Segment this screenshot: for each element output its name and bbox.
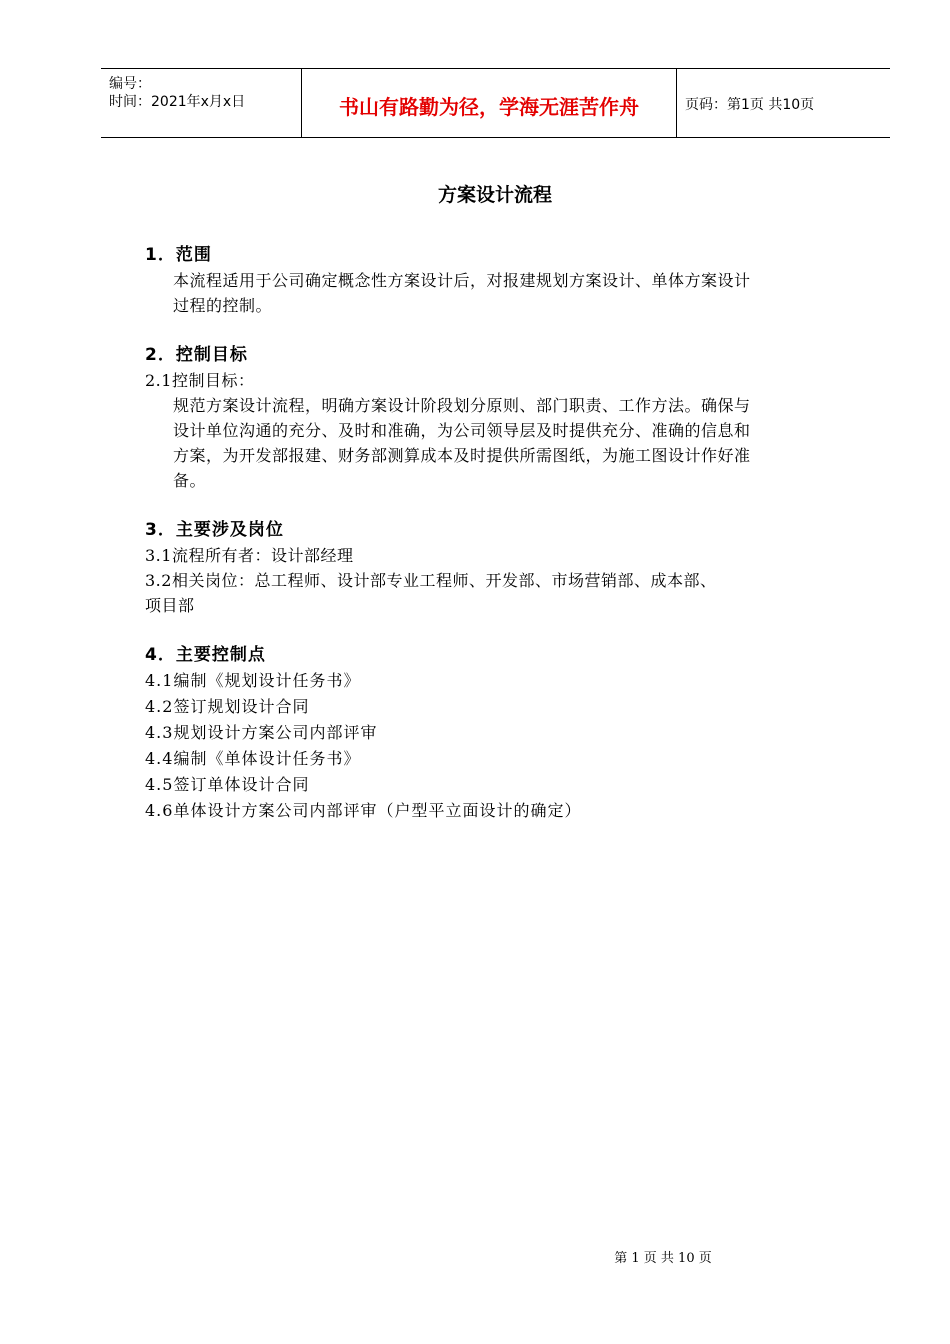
paragraph-line: 备。	[173, 471, 207, 490]
paragraph-line: 3.1流程所有者：设计部经理	[145, 546, 354, 565]
section-heading: 2．控制目标	[145, 345, 248, 365]
section-heading: 1．范围	[145, 245, 212, 265]
paragraph-line: 规范方案设计流程，明确方案设计阶段划分原则、部门职责、工作方法。确保与	[173, 396, 751, 415]
section-heading: 3．主要涉及岗位	[145, 520, 284, 540]
subsection-label: 2.1控制目标：	[145, 371, 255, 390]
section-control-points	[145, 642, 865, 824]
list-item: 4.6单体设计方案公司内部评审（户型平立面设计的确定）	[145, 801, 582, 820]
list-item: 4.3规划设计方案公司内部评审	[145, 723, 378, 742]
list-item: 4.2签订规划设计合同	[145, 697, 310, 716]
section-positions	[145, 517, 865, 618]
section-heading: 4．主要控制点	[145, 645, 266, 665]
paragraph-line: 过程的控制。	[173, 296, 273, 315]
document-title: 方案设计流程	[437, 184, 552, 206]
paragraph-line: 设计单位沟通的充分、及时和准确，为公司领导层及时提供充分、准确的信息和	[173, 421, 751, 440]
section-scope	[145, 242, 865, 318]
time-label: 时间：2021年x月x日	[109, 94, 246, 110]
list-item: 4.4编制《单体设计任务书》	[145, 749, 361, 768]
list-item: 4.5签订单体设计合同	[145, 775, 310, 794]
page-footer: 第 1 页 共 10 页	[614, 1251, 712, 1266]
section-control-objective	[145, 342, 865, 493]
document-header	[101, 68, 890, 138]
page-code: 页码：第1页 共10页	[685, 97, 815, 113]
list-item: 4.1编制《规划设计任务书》	[145, 671, 361, 690]
paragraph-line: 本流程适用于公司确定概念性方案设计后，对报建规划方案设计、单体方案设计	[173, 271, 751, 290]
header-motto-cell	[301, 69, 677, 137]
document-body	[145, 242, 865, 824]
paragraph-line: 3.2相关岗位：总工程师、设计部专业工程师、开发部、市场营销部、成本部、	[145, 571, 717, 590]
paragraph-line: 方案，为开发部报建、财务部测算成本及时提供所需图纸，为施工图设计作好准	[173, 446, 751, 465]
header-page-cell	[677, 69, 890, 137]
header-info-cell	[101, 69, 301, 137]
number-label: 编号：	[109, 76, 151, 92]
paragraph-line: 项目部	[145, 596, 195, 615]
motto-text: 书山有路勤为径，学海无涯苦作舟	[339, 95, 639, 119]
